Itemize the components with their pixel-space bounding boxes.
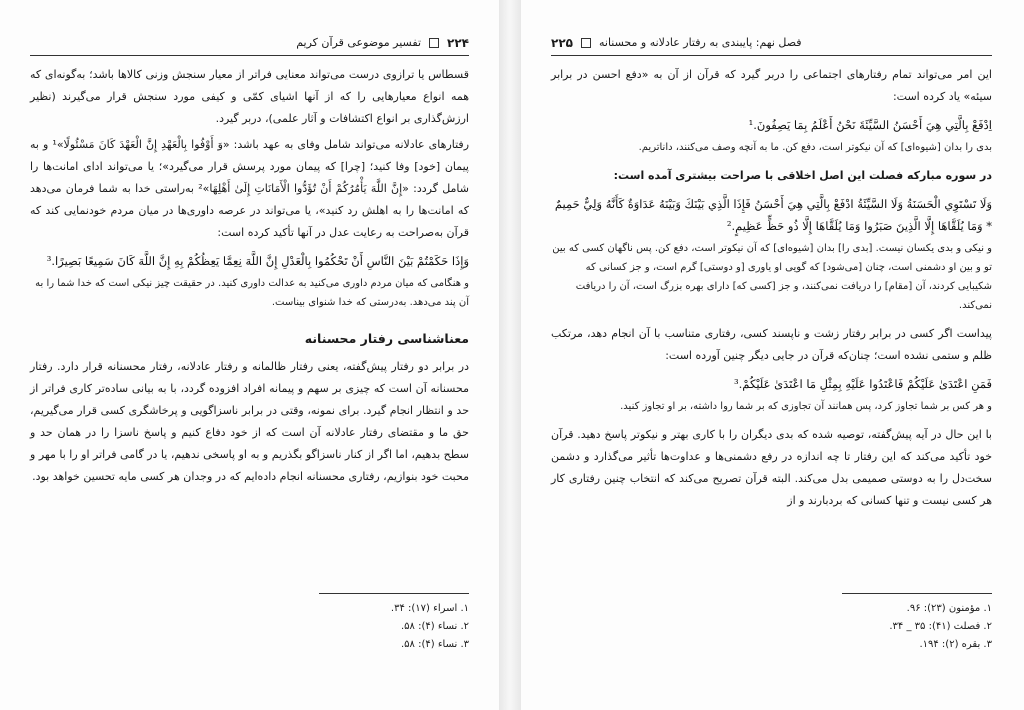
left-running-title: تفسیر موضوعی قرآن کریم [296, 36, 422, 49]
right-footnote-3: ۳. بقره (۲): ۱۹۴. [919, 639, 992, 650]
left-paragraph-1: قسطاس یا ترازوی درست می‌تواند معنایی فراتر از معیار سنجش وزنی کالاها باشد؛ به‌گونه‌ای که همه انواع معیارهایی را که از آنها اشیای کمّی و کیفی مورد سنجش قرار می‌گیرند (نظیر ارزش‌گذاری بر انواع اکتشافات و آثار علمی)، دربر گیرد. [30, 68, 469, 125]
right-mid-text: در سوره مبارکه فصلت این اصل اخلاقی با صراحت بیشتری آمده است: [613, 169, 992, 182]
right-verse-3-translation: و هر کس بر شما تجاوز کرد، پس همانند آن تجاوزی که بر شما روا داشته، بر او تجاوز کنید. [620, 401, 992, 412]
left-section-paragraph: در برابر دو رفتار پیش‌گفته، یعنی رفتار ظالمانه و رفتار عادلانه، رفتار محسنانه قرار دارد. رفتار محسنانه آن است که چیزی بر سهم و پیمانه افراد افزوده گردد، با به بیانی ساده‌تر کاری فراتر از حد و انتظار انجام گیرد. برای نمونه، وقتی در برابر ناسزاگویی و پرخاشگری کسی قرار می‌گیریم، حق ما و مقتضای رفتار عادلانه آن است که از خود دفاع کنیم و پاسخ ناسزا را در همان حد و سطح بدهیم، اما اگر از کنار ناسزاگو بگذریم و به او پاسخی ندهیم، یا در گامی فراتر او را با مهر و محبت خود بنوازیم، رفتاری محسنانه انجام داده‌ایم که در وجدان هر کسی مایه تحسین خواهد بود. [30, 360, 469, 483]
right-page [520, 0, 1024, 710]
right-intro-paragraph: این امر می‌تواند تمام رفتارهای اجتماعی را دربر گیرد که قرآن از آن به «دفع احسن در برابر سیئه» یاد کرده است: [551, 68, 992, 103]
left-footnote-1: ۱. اسراء (۱۷): ۳۴. [390, 603, 469, 614]
left-footnote-2: ۲. نساء (۴): ۵۸. [400, 621, 469, 632]
right-verse-1-translation: بدی را بدان [شیوه‌ای] که آن نیکوتر است، دفع کن. ما به آنچه وصف می‌کنند، داناتریم. [638, 142, 992, 153]
right-verse-3: فَمَنِ اعْتَدَىٰ عَلَيْكُمْ فَاعْتَدُوا عَلَيْهِ بِمِثْلِ مَا اعْتَدَىٰ عَلَيْكُمْ.³ [734, 377, 992, 391]
right-verse-2: وَلَا تَسْتَوِي الْحَسَنَةُ وَلَا السَّيِّئَةُ ادْفَعْ بِالَّتِي هِيَ أَحْسَنُ فَإِذَا الَّذِي بَيْنَكَ وَبَيْنَهُ عَدَاوَةٌ كَأَنَّهُ وَلِيٌّ حَمِيمٌ * وَمَا يُلَقَّاهَا إِلَّا الَّذِينَ صَبَرُوا وَمَا يُلَقَّاهَا إِلَّا ذُو حَظٍّ عَظِيمٍ.² [554, 197, 992, 233]
header-box-icon [429, 38, 439, 48]
right-footnotes [551, 593, 992, 654]
left-page-header [30, 36, 469, 56]
section-heading: معناشناسی رفتار محسنانه [304, 331, 469, 346]
header-box-icon [581, 38, 591, 48]
right-running-title: فصل نهم: پایبندی به رفتار عادلانه و محسنانه [598, 36, 802, 49]
left-verse: وَإِذَا حَكَمْتُمْ بَيْنَ النَّاسِ أَنْ تَحْكُمُوا بِالْعَدْلِ إِنَّ اللَّهَ نِعِمَّا يَعِظُكُمْ بِهِ إِنَّ اللَّهَ كَانَ سَمِيعًا بَصِيرًا.³ [46, 254, 469, 268]
book-gutter [500, 0, 520, 710]
right-footnote-1: ۱. مؤمنون (۲۳): ۹۶. [906, 603, 992, 614]
left-footnotes [30, 593, 469, 654]
footnote-rule [842, 593, 992, 594]
right-verse-2-translation: و نیکی و بدی یکسان نیست. [بدی را] بدان [شیوه‌ای] که آن نیکوتر است، دفع کن. پس ناگهان کسی که بین تو و بین او دشمنی است، چنان [می‌شود] که گویی او یاوری [و دوستی] گرم است، و جز کسانی که شکیبایی کردند، آن [مقام] را دریافت نمی‌کنند، و جز [کسی که] دارای بهره بزرگ است، آن را دریافت نمی‌کند. [552, 243, 992, 311]
left-page-number: ۲۲۴ [447, 36, 469, 50]
left-verse-translation: و هنگامی که میان مردم داوری می‌کنید به عدالت داوری کنید. در حقیقت چیز نیکی است که خدا شما را به آن پند می‌دهد. به‌درستی که خدا شنوای بیناست. [35, 278, 469, 308]
right-footnote-2: ۲. فصلت (۴۱): ۳۵ _ ۳۴. [889, 621, 992, 632]
right-verse-1: اِدْفَعْ بِالَّتِي هِيَ أَحْسَنُ السَّيِّئَةَ نَحْنُ أَعْلَمُ بِمَا يَصِفُونَ.¹ [748, 118, 992, 132]
right-paragraph-3: پیداست اگر کسی در برابر رفتار زشت و ناپسند کسی، رفتاری متناسب با آن انجام دهد، مرتکب ظلم و ستمی نشده است؛ چنان‌که قرآن در جایی دیگر چنین آورده است: [551, 327, 992, 362]
footnote-rule [319, 593, 469, 594]
right-page-header [551, 36, 992, 56]
right-paragraph-4: با این حال در آیه پیش‌گفته، توصیه شده که بدی دیگران را با کاری بهتر و نیکوتر پاسخ دهید. قرآن خود تأکید می‌کند که این رفتار تا چه اندازه در رفع دشمنی‌ها و عداوت‌ها تأثیر می‌گذارد و دشمن سخت‌دل را به دوستی صمیمی بدل می‌کند. البته قرآن تصریح می‌کند که انتخاب چنین رفتاری کار هر کسی نیست و تنها کسانی که بردبارند و از [551, 428, 992, 507]
left-paragraph-2: رفتارهای عادلانه می‌تواند شامل وفای به عهد باشد: «وَ أَوْفُوا بِالْعَهْدِ إِنَّ الْعَهْدَ كَانَ مَسْئُولًا»¹ و به پیمان [خود] وفا کنید؛ [چرا] که پیمان مورد پرسش قرار می‌گیرد»؛ یا می‌تواند ادای امانت‌ها را شامل گردد: «إِنَّ اللَّهَ يَأْمُرُكُمْ أَنْ تُؤَدُّوا الْأَمَانَاتِ إِلَىٰ أَهْلِهَا»² به‌راستی خدا به شما فرمان می‌دهد که امانت‌ها را به اهلش رد کنید»، یا می‌تواند در عرصه داوری‌ها در میان مردم خودنمایی کند که قرآن به‌صراحت به رعایت عدل در آنها تأکید کرده است: [30, 138, 470, 239]
left-footnote-3: ۳. نساء (۴): ۵۸. [400, 639, 469, 650]
left-page [0, 0, 500, 710]
right-page-number: ۲۲۵ [551, 36, 573, 50]
